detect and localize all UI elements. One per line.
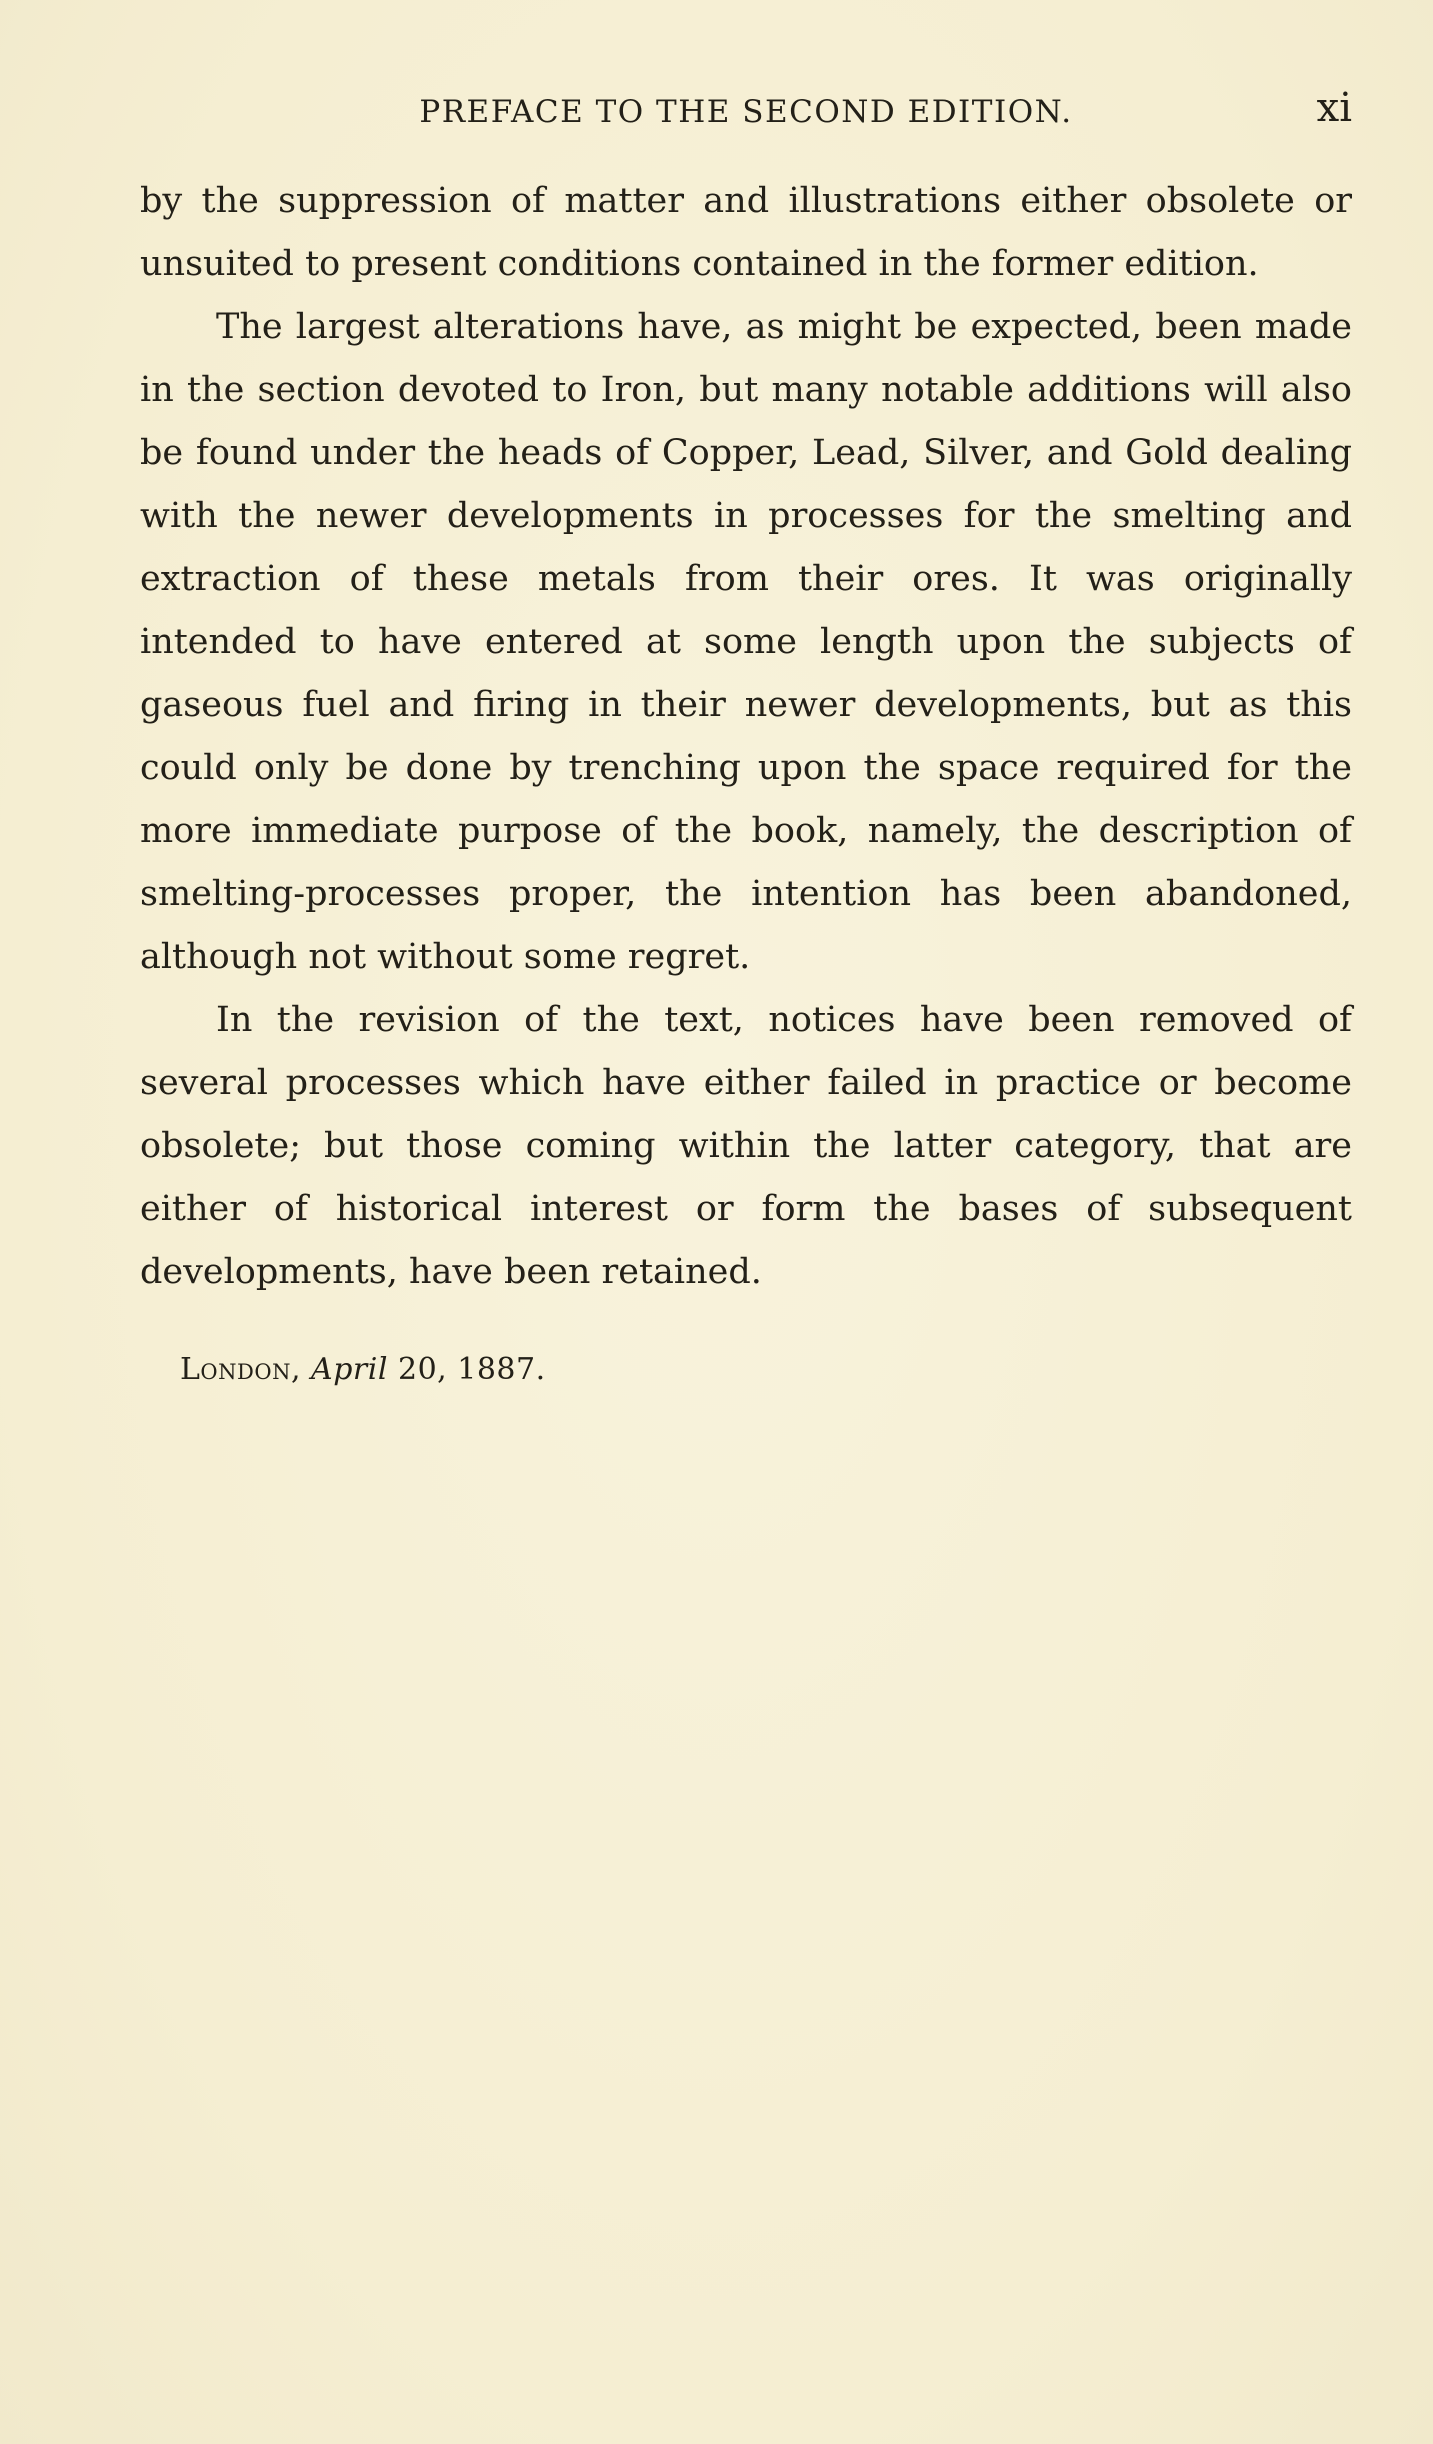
running-head [140,86,1352,136]
signature-date: 20, 1887. [397,1352,546,1387]
page-number: xi [1316,85,1352,131]
signature-place: London, [180,1352,301,1387]
paragraph: In the revision of the text, notices have been removed of several processes which have either failed in practice or become obsolete; but those coming within the latter category, that are either of historical interest or form the bases of subsequent developments, have been retained. [140,1000,1352,1292]
paragraph-continuation: by the suppression of matter and illustrations either obsolete or unsuited to present conditions contained in the former edition. [140,181,1352,284]
signature-line [180,1350,546,1390]
body-text [140,170,1352,1304]
running-title: PREFACE TO THE SECOND EDITION. [419,94,1073,130]
paragraph: The largest alterations have, as might be expected, been made in the section devoted to Iron, but many notable additions will also be found under the heads of Copper, Lead, Silver, and Gold dealing with the newer developments in processes for the smelting and extraction of these metals from their ores. It was originally intended to have entered at some length upon the subjects of gaseous fuel and firing in their newer developments, but as this could only be done by trenching upon the space required for the more immediate purpose of the book, namely, the description of smelting-processes proper, the intention has been abandoned, although not without some regret. [140,307,1352,977]
signature-month: April [311,1352,388,1387]
